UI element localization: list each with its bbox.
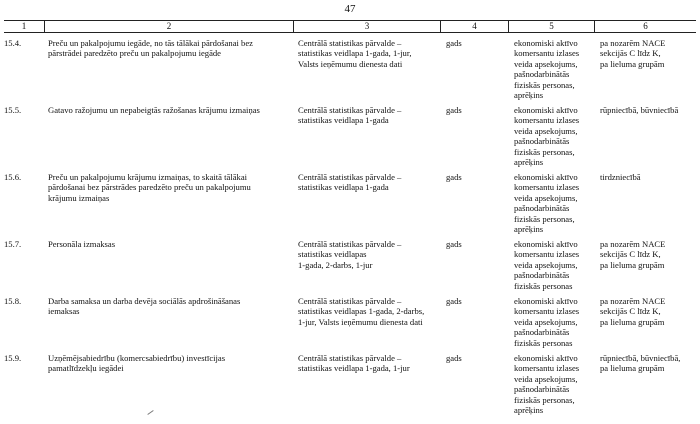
indicator-description: Gatavo ražojumu un nepabeigtās ražošanas krājumu izmaiņas bbox=[48, 105, 260, 115]
data-source: Centrālā statistikas pārvalde – statistikas veidlapa 1-gada bbox=[298, 172, 402, 193]
data-source: Centrālā statistikas pārvalde – statistikas veidlapa 1-gada bbox=[298, 105, 402, 126]
data-source: Centrālā statistikas pārvalde – statistikas veidlapas 1-gada, 2-darbs, 1-jur bbox=[298, 239, 402, 270]
row-number: 15.4. bbox=[4, 38, 22, 48]
aggregation: rūpniecībā, būvniecībā bbox=[600, 105, 679, 115]
table-header bbox=[4, 20, 696, 33]
data-source: Centrālā statistikas pārvalde – statistikas veidlapa 1-gada, 1-jur bbox=[298, 353, 410, 374]
header-col-6: 6 bbox=[643, 21, 648, 31]
header-col-3: 3 bbox=[364, 21, 370, 31]
coverage: ekonomiski aktīvo komersantu izlases veida apsekojums, pašnodarbinātās fiziskās personas, aprēķins bbox=[514, 172, 580, 235]
indicator-description: Darba samaksa un darba devēja sociālās apdrošināšanas iemaksas bbox=[48, 296, 241, 317]
page-number: 47 bbox=[344, 3, 356, 15]
coverage: ekonomiski aktīvo komersantu izlases veida apsekojums, pašnodarbinātās fiziskās personas, aprēķins bbox=[514, 353, 580, 416]
row-number: 15.9. bbox=[4, 353, 22, 363]
data-source: Centrālā statistikas pārvalde – statistikas veidlapas 1-gada, 2-darbs, 1-jur, Valsts ieņēmumu dienesta dati bbox=[298, 296, 425, 327]
coverage: ekonomiski aktīvo komersantu izlases veida apsekojums, pašnodarbinātās fiziskās personas, aprēķins bbox=[514, 105, 580, 168]
row-number: 15.6. bbox=[4, 172, 22, 182]
indicator-description: Personāla izmaksas bbox=[48, 239, 116, 249]
indicator-description: Preču un pakalpojumu krājumu izmaiņas, to skaitā tālākai pārdošanai bez pārstrādes paredzēto preču un pakalpojumu krājumu izmaiņas bbox=[48, 172, 251, 203]
periodicity: gads bbox=[446, 38, 462, 48]
indicator-description: Uzņēmējsabiedrību (komercsabiedrību) investīcijas pamatlīdzekļu iegādei bbox=[48, 353, 226, 374]
periodicity: gads bbox=[446, 353, 462, 363]
header-col-1: 1 bbox=[21, 21, 27, 31]
aggregation: rūpniecībā, būvniecībā, pa lieluma grupām bbox=[600, 353, 681, 374]
aggregation: pa nozarēm NACE sekcijās C līdz K, pa lieluma grupām bbox=[600, 239, 666, 270]
row-number: 15.5. bbox=[4, 105, 22, 115]
coverage: ekonomiski aktīvo komersantu izlases veida apsekojums, pašnodarbinātās fiziskās personas bbox=[514, 239, 580, 291]
row-number: 15.8. bbox=[4, 296, 22, 306]
row-number: 15.7. bbox=[4, 239, 22, 249]
aggregation: tirdzniecībā bbox=[600, 172, 641, 182]
aggregation: pa nozarēm NACE sekcijās C līdz K, pa lieluma grupām bbox=[600, 296, 666, 327]
scan-mark bbox=[147, 410, 153, 415]
header-col-2: 2 bbox=[166, 21, 172, 31]
coverage: ekonomiski aktīvo komersantu izlases veida apsekojums, pašnodarbinātās fiziskās personas bbox=[514, 296, 580, 348]
header-col-4: 4 bbox=[472, 21, 477, 31]
aggregation: pa nozarēm NACE sekcijās C līdz K, pa lieluma grupām bbox=[600, 38, 666, 69]
periodicity: gads bbox=[446, 296, 462, 306]
data-source: Centrālā statistikas pārvalde – statistikas veidlapa 1-gada, 1-jur, Valsts ieņēmumu dienesta dati bbox=[298, 38, 412, 69]
periodicity: gads bbox=[446, 239, 462, 249]
periodicity: gads bbox=[446, 105, 462, 115]
indicator-description: Preču un pakalpojumu iegāde, no tās tālākai pārdošanai bez pārstrādei paredzēto preču un pakalpojumu iegāde bbox=[48, 38, 253, 59]
periodicity: gads bbox=[446, 172, 462, 182]
coverage: ekonomiski aktīvo komersantu izlases veida apsekojums, pašnodarbinātās fiziskās personas, aprēķins bbox=[514, 38, 580, 101]
header-col-5: 5 bbox=[549, 21, 554, 31]
